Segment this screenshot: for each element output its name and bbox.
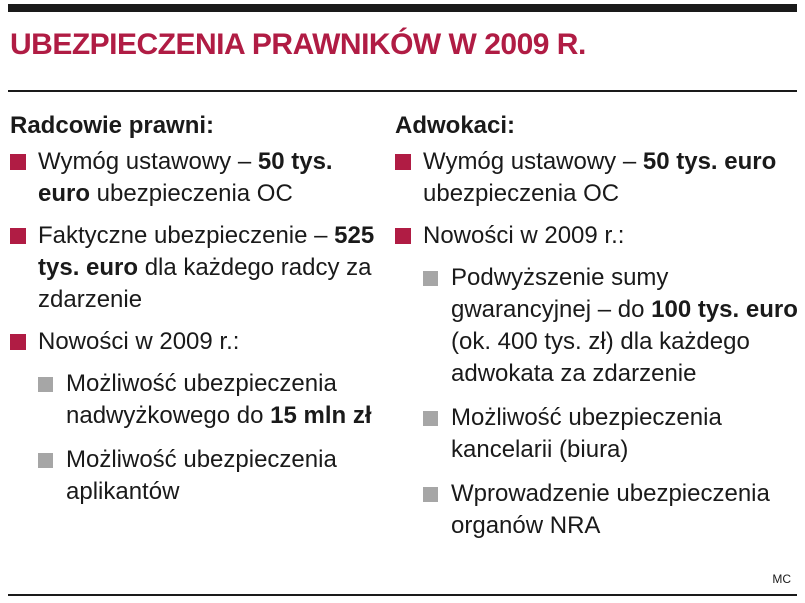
item-highlight: 525 tys. euro [38, 222, 375, 281]
item-text: ubezpieczenia OC [90, 180, 293, 207]
item-text: Możliwość ubezpieczenia aplikantów [66, 446, 337, 505]
square-bullet-icon [395, 154, 411, 170]
item-text: Nowości w 2009 r.: [423, 222, 625, 249]
square-bullet-icon [395, 228, 411, 244]
item-highlight: 100 tys. euro [651, 296, 798, 323]
sub-item-excess-insurance [10, 368, 380, 432]
column-advocates [395, 110, 800, 554]
item-text: dla każdego radcy za zdarzenie [38, 254, 372, 313]
column-legal-advisers [10, 110, 380, 520]
grey-square-bullet-icon [423, 487, 438, 502]
item-text: (ok. 400 tys. zł) dla każdego adwokata za zdarzenie [451, 328, 750, 387]
item-text: Wymóg ustawowy – [423, 148, 643, 175]
title-divider [8, 90, 797, 92]
item-text: Możliwość ubezpieczenia kancelarii (biura) [451, 404, 722, 463]
sub-item-guarantee-increase [395, 262, 800, 390]
item-highlight: 50 tys. euro [642, 148, 777, 175]
square-bullet-icon [10, 334, 26, 350]
item-highlight: 15 mln zł [270, 402, 372, 429]
item-text: ubezpieczenia OC [423, 180, 620, 207]
item-text: Wymóg ustawowy – [38, 148, 258, 175]
square-bullet-icon [10, 154, 26, 170]
list-item-news-2009 [395, 220, 800, 252]
infographic-title: UBEZPIECZENIA PRAWNIKÓW W 2009 R. [10, 28, 586, 61]
item-text: Możliwość ubezpieczenia nadwyżkowego do [66, 370, 337, 429]
sub-item-nra-insurance [395, 478, 800, 542]
sub-item-trainee-insurance [10, 444, 380, 508]
item-text: Podwyższenie sumy gwarancyjnej – do [451, 264, 669, 323]
author-credit: MC [772, 572, 791, 586]
column-heading-advocates: Adwokaci: [395, 112, 516, 139]
top-bar [8, 4, 797, 12]
grey-square-bullet-icon [38, 377, 53, 392]
bottom-rule [8, 594, 797, 596]
grey-square-bullet-icon [423, 411, 438, 426]
item-text: Nowości w 2009 r.: [38, 328, 240, 355]
list-item-news-2009 [10, 326, 380, 358]
item-text: Wprowadzenie ubezpieczenia organów NRA [451, 480, 770, 539]
grey-square-bullet-icon [423, 271, 438, 286]
list-item-actual-insurance [10, 220, 380, 316]
sub-item-office-insurance [395, 402, 800, 466]
grey-square-bullet-icon [38, 453, 53, 468]
column-heading-legal-advisers: Radcowie prawni: [10, 112, 215, 139]
item-text: Faktyczne ubezpieczenie – [38, 222, 335, 249]
square-bullet-icon [10, 228, 26, 244]
item-highlight: 50 tys. euro [38, 148, 333, 207]
list-item-statutory-requirement [10, 146, 380, 210]
list-item-statutory-requirement [395, 146, 800, 210]
